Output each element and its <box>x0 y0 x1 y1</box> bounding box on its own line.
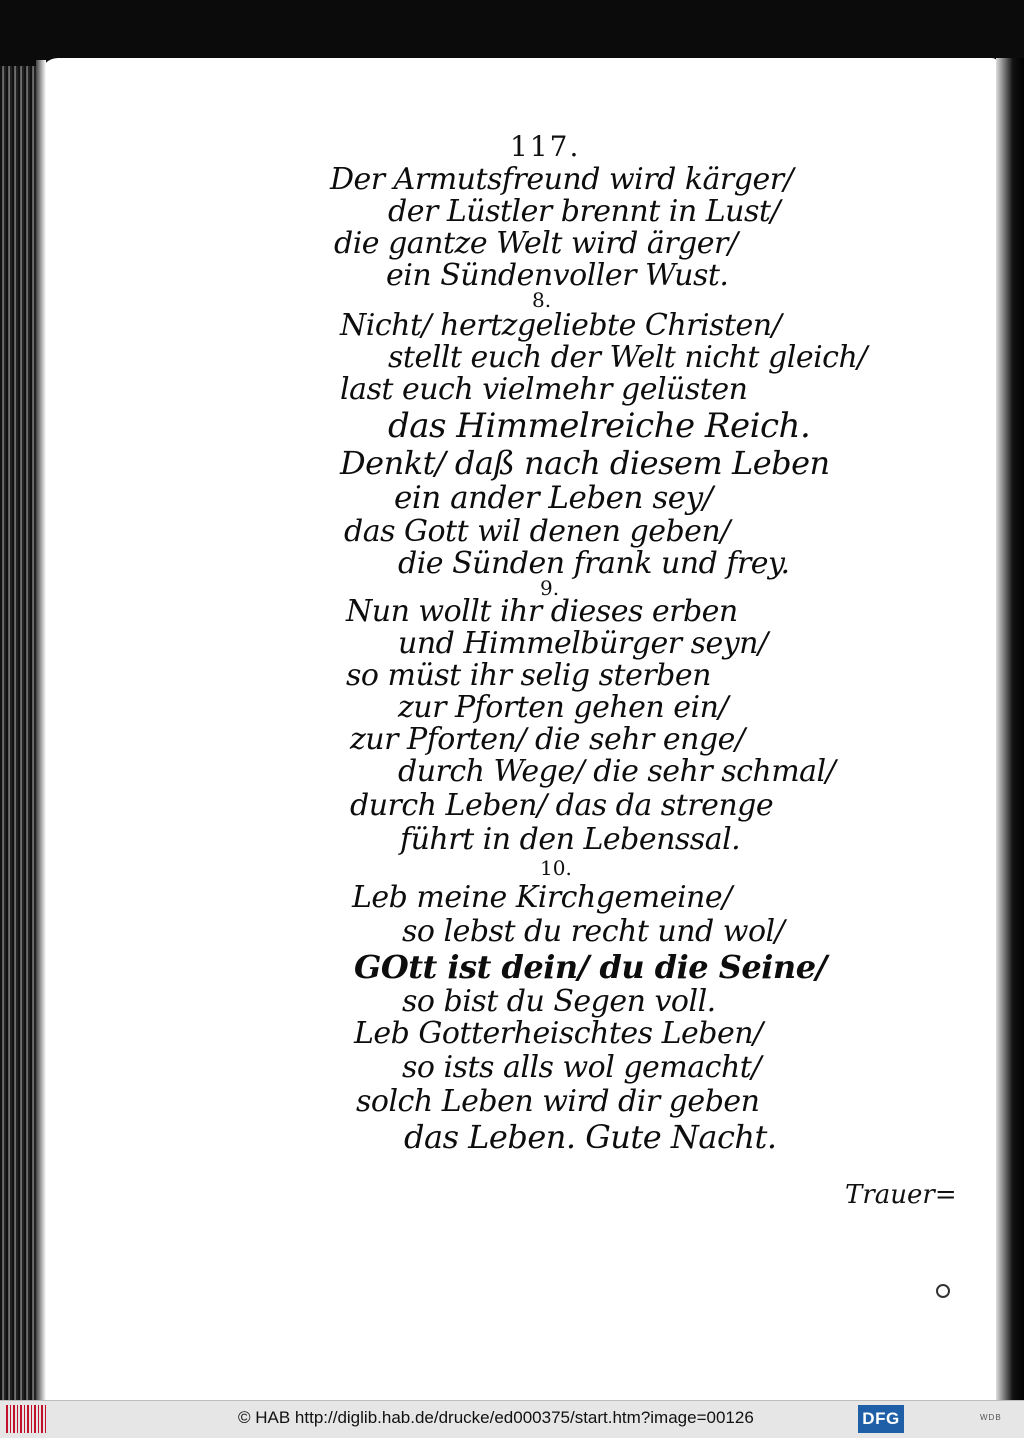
catchword: Trauer= <box>845 1180 957 1210</box>
footer-bar <box>0 1400 1024 1438</box>
stanza-number: 10. <box>540 856 572 880</box>
stanza-number: 9. <box>540 576 560 600</box>
verse-line: durch Wege/ die sehr schmal/ <box>398 754 836 789</box>
verse-line: so ists alls wol gemacht/ <box>402 1050 761 1085</box>
verse-line: ein Sündenvoller Wust. <box>386 258 729 293</box>
verse-line: führt in den Lebenssal. <box>400 822 741 857</box>
barcode-icon <box>6 1405 46 1433</box>
page-number: 117. <box>510 130 581 163</box>
margin-mark <box>936 1284 950 1298</box>
verse-line: stellt euch der Welt nicht gleich/ <box>388 340 867 375</box>
verse-line: zur Pforten gehen ein/ <box>398 690 729 725</box>
dfg-logo-icon[interactable]: DFG <box>858 1405 904 1433</box>
page-gutter-shadow <box>36 60 46 1400</box>
verse-line: Nun wollt ihr dieses erben <box>346 594 738 629</box>
verse-line: die Sünden frank und frey. <box>398 546 790 581</box>
verse-line: so müst ihr selig sterben <box>346 658 711 693</box>
scan-background-top <box>0 0 1024 66</box>
verse-line: und Himmelbürger seyn/ <box>398 626 768 661</box>
verse-line: der Lüstler brennt in Lust/ <box>388 194 781 229</box>
verse-line: ein ander Leben sey/ <box>394 480 713 516</box>
verse-line: solch Leben wird dir geben <box>356 1084 760 1119</box>
verse-line: Der Armutsfreund wird kärger/ <box>330 162 794 197</box>
verse-line: Leb meine Kirchgemeine/ <box>352 880 732 915</box>
verse-line: zur Pforten/ die sehr enge/ <box>350 722 745 757</box>
book-edge <box>0 66 36 1400</box>
stanza-number: 8. <box>532 288 552 312</box>
verse-line: last euch vielmehr gelüsten <box>340 372 748 407</box>
verse-line: Nicht/ hertzgeliebte Christen/ <box>340 308 782 343</box>
verse-line: Leb Gotterheischtes Leben/ <box>354 1016 763 1051</box>
verse-line: so lebst du recht und wol/ <box>402 914 785 949</box>
verse-line: so bist du Segen voll. <box>402 984 716 1019</box>
verse-line: das Himmelreiche Reich. <box>388 406 811 446</box>
verse-line: GOtt ist dein/ du die Seine/ <box>354 948 827 986</box>
verse-line: das Leben. Gute Nacht. <box>404 1118 777 1156</box>
verse-line: das Gott wil denen geben/ <box>344 514 730 549</box>
copyright-link[interactable]: © HAB http://diglib.hab.de/drucke/ed000375/start.htm?image=00126 <box>238 1408 754 1427</box>
page-right-edge <box>996 58 1024 1400</box>
verse-line: Denkt/ daß nach diesem Leben <box>340 444 830 482</box>
wdb-mark: WDB <box>980 1413 1002 1422</box>
verse-line: die gantze Welt wird ärger/ <box>334 226 738 261</box>
verse-line: durch Leben/ das da strenge <box>350 788 774 823</box>
